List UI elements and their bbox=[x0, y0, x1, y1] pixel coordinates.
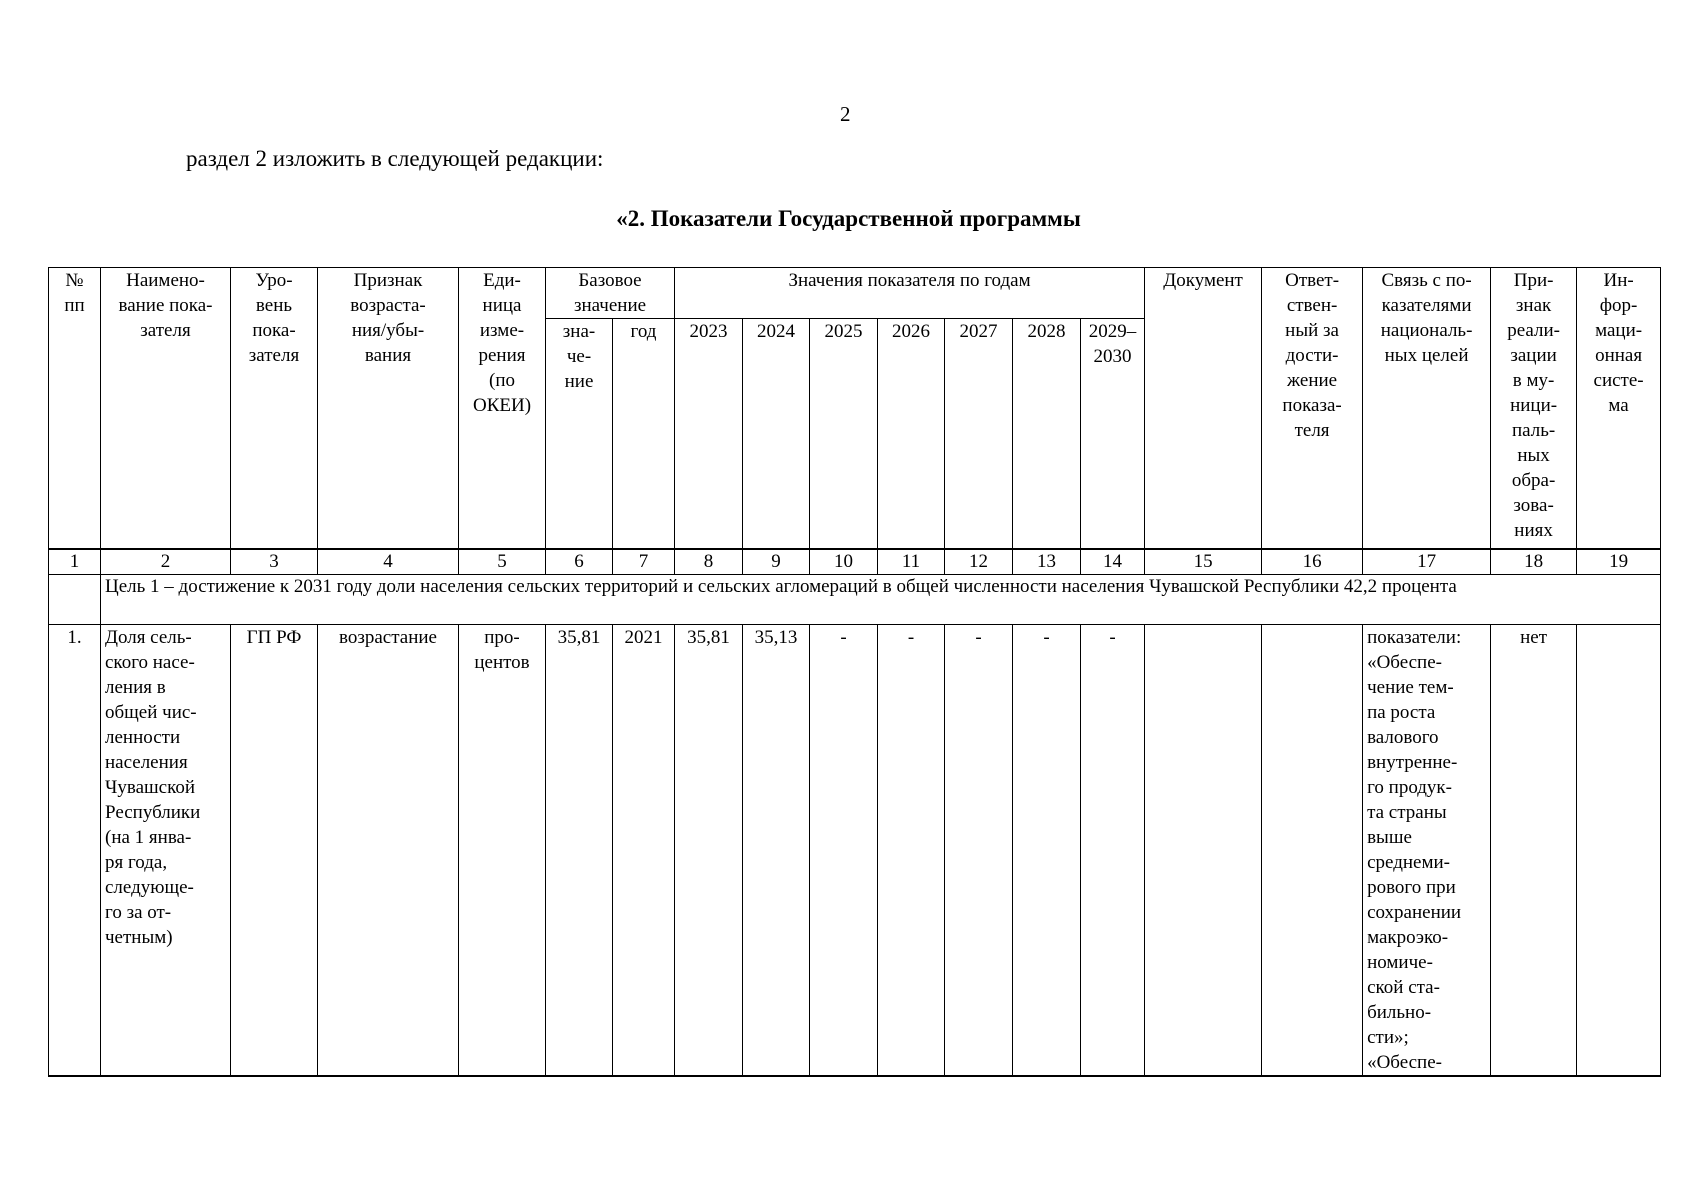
column-number: 15 bbox=[1145, 549, 1262, 575]
indicator-level: ГП РФ bbox=[231, 624, 318, 1076]
column-number: 1 bbox=[49, 549, 101, 575]
header-base-year: год bbox=[613, 319, 675, 549]
municipal-sign: нет bbox=[1491, 624, 1577, 1076]
header-number: № пп bbox=[49, 268, 101, 549]
column-number: 6 bbox=[546, 549, 613, 575]
info-system bbox=[1577, 624, 1661, 1076]
row-number: 1. bbox=[49, 624, 101, 1076]
header-national-goals-link: Связь с по- казателями националь- ных целей bbox=[1363, 268, 1491, 549]
header-indicator-name: Наимено- вание пока- зателя bbox=[101, 268, 231, 549]
column-number: 12 bbox=[945, 549, 1013, 575]
header-year-2025: 2025 bbox=[810, 319, 878, 549]
column-number: 10 bbox=[810, 549, 878, 575]
value-2024: 35,13 bbox=[743, 624, 810, 1076]
header-growth-sign: Признак возраста- ния/убы- вания bbox=[318, 268, 459, 549]
intro-text: раздел 2 изложить в следующей редакции: bbox=[186, 146, 604, 171]
header-year-2027: 2027 bbox=[945, 319, 1013, 549]
responsible bbox=[1262, 624, 1363, 1076]
indicators-table bbox=[48, 267, 1661, 1077]
header-year-2026: 2026 bbox=[878, 319, 945, 549]
growth-sign: возрастание bbox=[318, 624, 459, 1076]
goal-number-cell bbox=[49, 574, 101, 624]
header-year-2023: 2023 bbox=[675, 319, 743, 549]
value-2023: 35,81 bbox=[675, 624, 743, 1076]
base-value: 35,81 bbox=[546, 624, 613, 1076]
header-base-value-group: Базовое значение bbox=[546, 268, 675, 319]
base-year: 2021 bbox=[613, 624, 675, 1076]
header-year-2029-2030: 2029– 2030 bbox=[1081, 319, 1145, 549]
table-row bbox=[49, 624, 1661, 1076]
header-info-system: Ин- фор- маци- онная систе- ма bbox=[1577, 268, 1661, 549]
column-number: 2 bbox=[101, 549, 231, 575]
column-number: 5 bbox=[459, 549, 546, 575]
column-number: 9 bbox=[743, 549, 810, 575]
value-2025: - bbox=[810, 624, 878, 1076]
column-numbers-row bbox=[49, 549, 1661, 575]
header-municipal-sign: При- знак реали- зации в му- ници- паль- ных обра- зова- ниях bbox=[1491, 268, 1577, 549]
column-number: 18 bbox=[1491, 549, 1577, 575]
column-number: 3 bbox=[231, 549, 318, 575]
column-number: 7 bbox=[613, 549, 675, 575]
header-year-2028: 2028 bbox=[1013, 319, 1081, 549]
header-document: Документ bbox=[1145, 268, 1262, 549]
header-base-value: зна- че- ние bbox=[546, 319, 613, 549]
column-number: 8 bbox=[675, 549, 743, 575]
goal-text: Цель 1 – достижение к 2031 году доли населения сельских территорий и сельских агломераций в общей численности населения Чувашской Республики 42,2 процента bbox=[101, 574, 1661, 624]
column-number: 11 bbox=[878, 549, 945, 575]
header-years-group: Значения показателя по годам bbox=[675, 268, 1145, 319]
header-year-2024: 2024 bbox=[743, 319, 810, 549]
national-goals-link: показатели: «Обеспе- чение тем- па роста валового внутренне- го продук- та страны выше среднеми- рового при сохранении макроэко- номиче- ской ста- бильно- сти»; «Обеспе- bbox=[1363, 624, 1491, 1076]
header-responsible: Ответ- ствен- ный за дости- жение показа- теля bbox=[1262, 268, 1363, 549]
value-2029-2030: - bbox=[1081, 624, 1145, 1076]
column-number: 14 bbox=[1081, 549, 1145, 575]
document bbox=[1145, 624, 1262, 1076]
column-number: 16 bbox=[1262, 549, 1363, 575]
goal-row bbox=[49, 574, 1661, 624]
page-number: 2 bbox=[840, 102, 851, 126]
column-number: 4 bbox=[318, 549, 459, 575]
column-number: 13 bbox=[1013, 549, 1081, 575]
section-title: «2. Показатели Государственной программы bbox=[616, 206, 1081, 231]
value-2027: - bbox=[945, 624, 1013, 1076]
header-unit: Еди- ница изме- рения (по ОКЕИ) bbox=[459, 268, 546, 549]
column-number: 17 bbox=[1363, 549, 1491, 575]
value-2028: - bbox=[1013, 624, 1081, 1076]
header-indicator-level: Уро- вень пока- зателя bbox=[231, 268, 318, 549]
indicator-name: Доля сель- ского насе- ления в общей чис- ленности населения Чувашской Республики (на 1 янва- ря года, следующе- го за от- четным) bbox=[101, 624, 231, 1076]
unit: про- центов bbox=[459, 624, 546, 1076]
column-number: 19 bbox=[1577, 549, 1661, 575]
value-2026: - bbox=[878, 624, 945, 1076]
